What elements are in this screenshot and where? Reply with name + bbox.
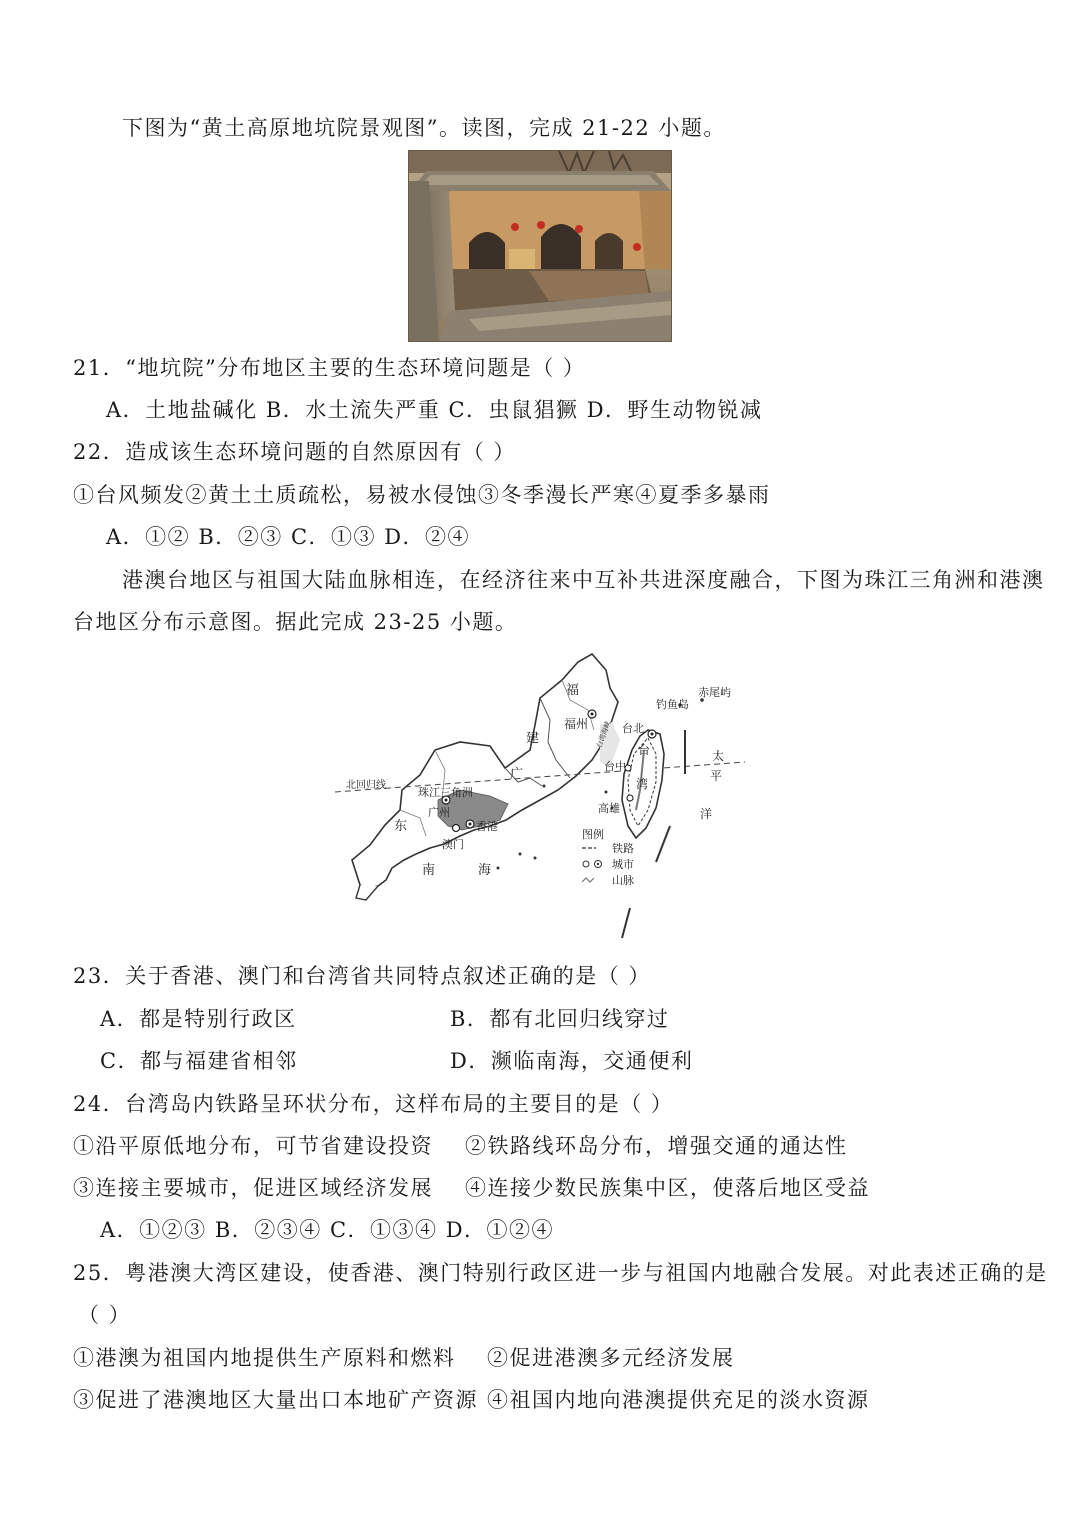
label-yang: 洋 [700,807,713,821]
q24-item-3: ③连接主要城市，促进区域经济发展 [73,1176,433,1200]
label-guang: 广 [510,767,524,782]
q24-item-4: ④连接少数民族集中区，使落后地区受益 [465,1176,870,1200]
trench-mark-3 [622,908,630,938]
q25-item-4: ④祖国内地向港澳提供充足的淡水资源 [487,1388,870,1412]
city-marker-gaoxiong [627,795,633,801]
label-fuzhou: 福州 [564,717,589,731]
q23-stem: 23．关于香港、澳门和台湾省共同特点叙述正确的是（ ） [73,964,651,988]
label-tai: 台 [638,743,651,757]
map-legend [582,827,634,887]
intro-text-2-line2: 台地区分布示意图。据此完成 23-25 小题。 [73,610,518,634]
intro-text-2-line1: 港澳台地区与祖国大陆血脉相连，在经济往来中互补共进深度融合，下图为珠江三角洲和港澳 [122,568,1045,592]
q23-option-c: C．都与福建省相邻 [100,1049,298,1073]
label-dong: 东 [394,819,408,834]
q25-item-3: ③促进了港澳地区大量出口本地矿产资源 [73,1388,478,1412]
trench-mark-2 [656,826,670,862]
q23-option-d: D．濒临南海，交通便利 [450,1049,694,1073]
label-gaoxiong: 高雄 [598,802,620,815]
legend-mountain-symbol [582,878,594,882]
q25-stem: 25．粤港澳大湾区建设，使香港、澳门特别行政区进一步与祖国内地融合发展。对此表述正确的是 [73,1261,1048,1285]
dikengyuan-photo [408,150,672,342]
label-hai: 海 [478,863,492,878]
q24-options: A．①②③ B．②③④ C．①③④ D．①②④ [100,1218,555,1242]
city-marker-taibei [648,730,656,738]
label-taizhong: 台中 [604,760,626,773]
legend-city-symbol [583,861,589,867]
prd-hk-macau-taiwan-map [330,650,750,950]
q22-stem: 22．造成该生态环境问题的自然原因有（ ） [73,440,516,464]
city-marker-macau [453,825,460,832]
q24-item-1: ①沿平原低地分布，可节省建设投资 [73,1134,433,1158]
city-marker-fuzhou [588,710,596,718]
loess-pit-courtyard-image [409,151,671,341]
label-taiwan-strait: 台湾海峡 [595,720,613,750]
label-taibei: 台北 [622,722,644,735]
q22-options: A．①② B．②③ C．①③ D．②④ [106,525,471,549]
q21-options: A．土地盐碱化 B．水土流失严重 C．虫鼠猖獗 D．野生动物锐减 [106,398,763,422]
q24-item-2: ②铁路线环岛分布，增强交通的通达性 [465,1134,848,1158]
legend-city: 城市 [612,858,634,871]
q25-paren: （ ） [78,1303,132,1327]
label-fu: 福 [566,683,580,698]
q23-option-a: A．都是特别行政区 [100,1007,297,1031]
q23-option-b: B．都有北回归线穿过 [450,1007,670,1031]
label-prd: 珠江三角洲 [418,786,473,799]
q22-items: ①台风频发②黄土土质疏松，易被水侵蚀③冬季漫长严寒④夏季多暴雨 [73,483,771,507]
label-hongkong: 香港 [476,820,498,833]
intro-text-1: 下图为“黄土高原地坑院景观图”。读图，完成 21-22 小题。 [122,116,726,140]
label-guangzhou: 广州 [428,806,450,819]
peninsula [356,885,378,900]
legend-mountain: 山脉 [612,874,634,887]
q21-stem: 21．“地坑院”分布地区主要的生态环境问题是（ ） [73,356,586,380]
label-ping: 平 [710,769,723,783]
label-macau: 澳门 [442,838,464,851]
city-marker-hongkong [466,820,474,828]
label-tai2: 太 [712,749,725,763]
label-chiwei: 赤尾屿 [698,686,731,699]
label-diaoyu: 钓鱼岛 [656,698,689,711]
legend-railway: 铁路 [612,842,634,855]
label-jian: 建 [526,731,540,746]
label-nan: 南 [422,863,436,878]
legend-title: 图例 [582,828,604,841]
q24-stem: 24．台湾岛内铁路呈环状分布，这样布局的主要目的是（ ） [73,1092,674,1116]
q25-item-1: ①港澳为祖国内地提供生产原料和燃料 [73,1346,456,1370]
q25-item-2: ②促进港澳多元经济发展 [487,1346,735,1370]
label-tropic-of-cancer: 北回归线 [346,780,386,791]
label-wan: 湾 [636,777,649,791]
